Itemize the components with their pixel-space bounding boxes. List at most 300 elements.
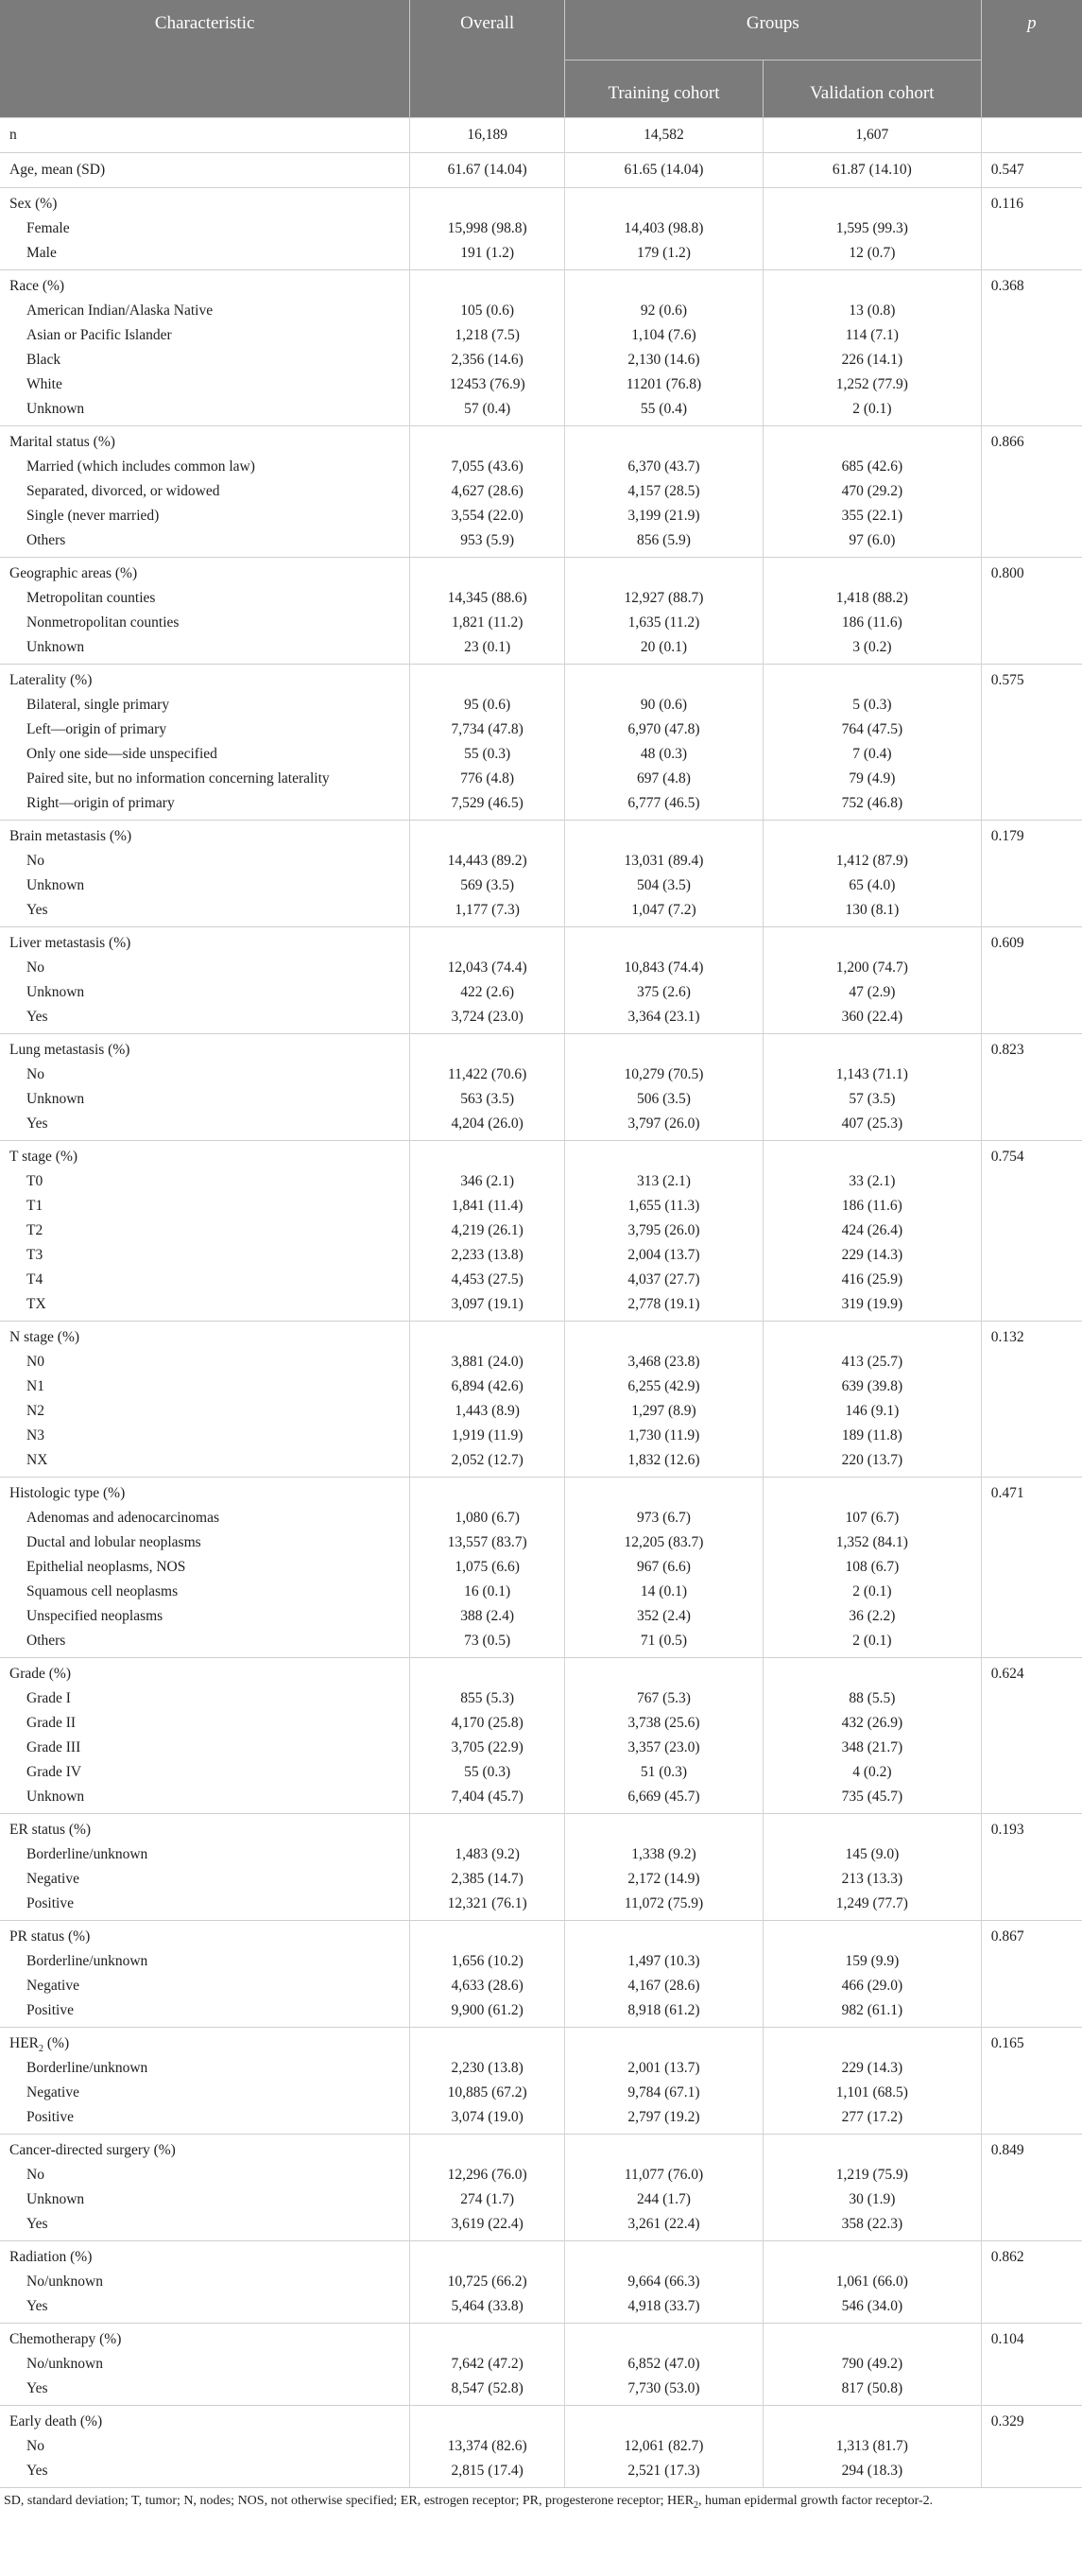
category-label: Unknown	[26, 401, 85, 417]
group-label: Laterality (%)	[9, 672, 93, 688]
validation-cell	[763, 188, 981, 270]
validation-value: 1,143 (71.1)	[835, 1066, 908, 1082]
p-value: 0.104	[990, 2331, 1024, 2347]
validation-cell	[763, 927, 981, 1034]
p-value-cell	[981, 1814, 1082, 1921]
group-label-cell	[0, 270, 410, 426]
blank-line	[565, 2327, 763, 2352]
blank-line	[764, 1145, 981, 1169]
validation-value: 189 (11.8)	[841, 1427, 902, 1444]
p-value-cell	[981, 2241, 1082, 2324]
validation-value: 1,061 (66.0)	[835, 2273, 908, 2290]
training-value: 6,669 (45.7)	[627, 1789, 700, 1805]
overall-value: 12453 (76.9)	[449, 376, 525, 392]
validation-cell	[763, 2135, 981, 2241]
category-label: Borderline/unknown	[26, 2060, 148, 2076]
p-value-cell	[981, 1322, 1082, 1478]
group-label-cell	[0, 821, 410, 927]
blank-line	[764, 1925, 981, 1949]
validation-cell	[763, 1034, 981, 1141]
overall-value: 8,547 (52.8)	[451, 2380, 524, 2396]
overall-value: 12,296 (76.0)	[447, 2167, 527, 2183]
table-group-row	[0, 2406, 1082, 2488]
training-value: 10,279 (70.5)	[624, 1066, 704, 1082]
table-group-row	[0, 2241, 1082, 2324]
table-footnote	[0, 2494, 1082, 2511]
overall-value: 73 (0.5)	[464, 1633, 511, 1649]
overall-value: 23 (0.1)	[464, 639, 511, 655]
training-value: 3,738 (25.6)	[627, 1715, 700, 1731]
p-value: 0.132	[990, 1329, 1024, 1345]
overall-value: 1,919 (11.9)	[451, 1427, 524, 1444]
validation-value: 355 (22.1)	[841, 508, 903, 524]
blank-line	[764, 2410, 981, 2434]
footnote-text: SD, standard deviation; T, tumor; N, nodes; NOS, not otherwise specified; ER, estrogen receptor; PR, progesterone receptor; $HER_2$, human epidermal growth factor receptor-2.	[4, 2494, 934, 2511]
group-label: Grade (%)	[9, 1666, 71, 1682]
training-value: 14,582	[644, 127, 684, 143]
training-value: 2,778 (19.1)	[627, 1296, 700, 1312]
training-cell	[564, 1322, 763, 1478]
group-label-cell	[0, 665, 410, 821]
blank-line	[764, 2327, 981, 2352]
validation-value: 130 (8.1)	[845, 902, 900, 918]
validation-cell	[763, 2028, 981, 2135]
blank-line	[565, 274, 763, 299]
validation-cell	[763, 2241, 981, 2324]
training-value: 9,784 (67.1)	[627, 2084, 700, 2101]
training-value: 6,777 (46.5)	[627, 795, 700, 811]
overall-value: 388 (2.4)	[460, 1608, 515, 1624]
p-value	[991, 120, 1082, 150]
validation-value: 220 (13.7)	[841, 1452, 903, 1468]
validation-cell	[763, 270, 981, 426]
overall-value: 1,483 (9.2)	[455, 1846, 520, 1862]
blank-line	[410, 430, 564, 455]
group-label-cell	[0, 1921, 410, 2028]
category-label: T0	[26, 1173, 43, 1189]
blank-line	[764, 1818, 981, 1842]
validation-value: 2 (0.1)	[852, 1633, 892, 1649]
category-label: Positive	[26, 2109, 74, 2125]
table-group-row	[0, 1322, 1082, 1478]
overall-value: 4,627 (28.6)	[451, 483, 524, 499]
group-label: PR status (%)	[9, 1928, 91, 1945]
validation-value: 3 (0.2)	[852, 639, 892, 655]
blank-line	[410, 2327, 564, 2352]
blank-line	[410, 2031, 564, 2056]
overall-value: 4,219 (26.1)	[451, 1222, 524, 1238]
training-value: 375 (2.6)	[637, 984, 691, 1000]
row-label-cell	[0, 118, 410, 153]
training-value: 2,004 (13.7)	[627, 1247, 700, 1263]
validation-value: 546 (34.0)	[841, 2298, 903, 2314]
validation-value: 79 (4.9)	[849, 770, 896, 787]
group-label: Race (%)	[9, 278, 65, 294]
validation-cell	[763, 153, 981, 188]
header-p-value: p	[981, 0, 1082, 118]
training-value: 12,205 (83.7)	[624, 1534, 704, 1550]
training-value: 1,104 (7.6)	[631, 327, 696, 343]
training-value: 352 (2.4)	[637, 1608, 691, 1624]
validation-value: 159 (9.9)	[845, 1953, 900, 1969]
training-value: 12,061 (82.7)	[624, 2438, 704, 2454]
validation-value: 13 (0.8)	[849, 303, 896, 319]
group-label: Histologic type (%)	[9, 1485, 126, 1501]
overall-value: 3,881 (24.0)	[451, 1354, 524, 1370]
blank-line	[764, 192, 981, 216]
blank-line	[410, 1038, 564, 1063]
training-value: 244 (1.7)	[637, 2191, 691, 2207]
overall-value: 16 (0.1)	[464, 1583, 511, 1599]
blank-line	[410, 668, 564, 693]
training-value: 313 (2.1)	[637, 1173, 691, 1189]
overall-cell	[410, 270, 565, 426]
category-label: No/unknown	[26, 2356, 103, 2372]
category-label: No	[26, 1066, 44, 1082]
training-value: 9,664 (66.3)	[627, 2273, 700, 2290]
validation-value: 764 (47.5)	[841, 721, 903, 737]
overall-value: 2,815 (17.4)	[451, 2463, 524, 2479]
blank-line	[565, 192, 763, 216]
training-value: 973 (6.7)	[637, 1510, 691, 1526]
blank-line	[565, 2245, 763, 2270]
training-value: 3,364 (23.1)	[627, 1009, 700, 1025]
overall-value: 855 (5.3)	[460, 1690, 515, 1706]
validation-value: 424 (26.4)	[841, 1222, 903, 1238]
table-group-row	[0, 665, 1082, 821]
training-cell	[564, 2241, 763, 2324]
overall-value: 422 (2.6)	[460, 984, 515, 1000]
table-group-row	[0, 2135, 1082, 2241]
category-label: N3	[26, 1427, 44, 1444]
table-group-row	[0, 1814, 1082, 1921]
training-value: 20 (0.1)	[640, 639, 687, 655]
validation-cell	[763, 821, 981, 927]
category-label: Unknown	[26, 639, 85, 655]
category-label: Unknown	[26, 984, 85, 1000]
p-value: 0.849	[990, 2142, 1024, 2158]
category-label: Female	[26, 220, 70, 236]
group-label: Sex (%)	[9, 196, 58, 212]
training-cell	[564, 426, 763, 558]
overall-value: 1,656 (10.2)	[451, 1953, 524, 1969]
validation-value: 1,313 (81.7)	[835, 2438, 908, 2454]
category-label: Unspecified neoplasms	[26, 1608, 163, 1624]
overall-cell	[410, 558, 565, 665]
group-label: Early death (%)	[9, 2413, 103, 2429]
category-label: Negative	[26, 1871, 79, 1887]
blank-line	[764, 2031, 981, 2056]
overall-cell	[410, 665, 565, 821]
category-label: T1	[26, 1198, 43, 1214]
overall-value: 2,233 (13.8)	[451, 1247, 524, 1263]
category-label: Right—origin of primary	[26, 795, 175, 811]
p-value-cell	[981, 153, 1082, 188]
blank-line	[764, 668, 981, 693]
p-value: 0.575	[990, 672, 1024, 688]
group-label: N stage (%)	[9, 1329, 80, 1345]
training-cell	[564, 2324, 763, 2406]
training-cell	[564, 1658, 763, 1814]
category-label: N0	[26, 1354, 44, 1370]
validation-value: 107 (6.7)	[845, 1510, 900, 1526]
overall-cell	[410, 1814, 565, 1921]
validation-value: 114 (7.1)	[845, 327, 899, 343]
table-group-row	[0, 1478, 1082, 1658]
category-label: Yes	[26, 2298, 48, 2314]
category-label: Paired site, but no information concerning laterality	[26, 770, 330, 787]
blank-line	[764, 1662, 981, 1686]
training-value: 14,403 (98.8)	[624, 220, 704, 236]
overall-value: 3,724 (23.0)	[451, 1009, 524, 1025]
training-value: 4,167 (28.6)	[627, 1978, 700, 1994]
overall-cell	[410, 821, 565, 927]
p-value-cell	[981, 270, 1082, 426]
row-label-cell	[0, 153, 410, 188]
validation-cell	[763, 1478, 981, 1658]
overall-value: 4,204 (26.0)	[451, 1115, 524, 1132]
p-value: 0.862	[990, 2249, 1024, 2265]
overall-value: 12,043 (74.4)	[447, 960, 527, 976]
overall-value: 55 (0.3)	[464, 1764, 511, 1780]
validation-value: 97 (6.0)	[849, 532, 896, 548]
p-value: 0.866	[990, 434, 1024, 450]
p-value: 0.116	[990, 196, 1024, 212]
overall-value: 3,554 (22.0)	[451, 508, 524, 524]
overall-value: 13,557 (83.7)	[447, 1534, 527, 1550]
p-value-cell	[981, 665, 1082, 821]
blank-line	[410, 1662, 564, 1686]
validation-cell	[763, 1322, 981, 1478]
group-label-cell	[0, 2135, 410, 2241]
validation-cell	[763, 558, 981, 665]
p-value-cell	[981, 188, 1082, 270]
validation-value: 1,412 (87.9)	[835, 853, 908, 869]
category-label: Negative	[26, 2084, 79, 2101]
blank-line	[410, 274, 564, 299]
training-value: 7,730 (53.0)	[627, 2380, 700, 2396]
overall-value: 12,321 (76.1)	[447, 1895, 527, 1911]
category-label: Yes	[26, 1009, 48, 1025]
training-value: 767 (5.3)	[637, 1690, 691, 1706]
overall-cell	[410, 2135, 565, 2241]
table-group-row	[0, 426, 1082, 558]
category-label: Grade III	[26, 1739, 81, 1755]
group-label: $HER_2$ (%)	[9, 2035, 70, 2055]
training-value: 3,795 (26.0)	[627, 1222, 700, 1238]
validation-value: 407 (25.3)	[841, 1115, 903, 1132]
group-label-cell	[0, 2324, 410, 2406]
p-value: 0.867	[990, 1928, 1024, 1945]
category-label: Unknown	[26, 1091, 85, 1107]
training-value: 967 (6.6)	[637, 1559, 691, 1575]
validation-value: 57 (3.5)	[849, 1091, 896, 1107]
overall-value: 4,453 (27.5)	[451, 1271, 524, 1288]
blank-line	[565, 1325, 763, 1350]
validation-value: 358 (22.3)	[841, 2216, 903, 2232]
training-value: 1,730 (11.9)	[627, 1427, 700, 1444]
overall-cell	[410, 188, 565, 270]
overall-value: 1,443 (8.9)	[455, 1403, 520, 1419]
overall-cell	[410, 1478, 565, 1658]
p-value-cell	[981, 1141, 1082, 1322]
training-value: 2,172 (14.9)	[627, 1871, 700, 1887]
blank-line	[764, 274, 981, 299]
category-label: No	[26, 2438, 44, 2454]
overall-cell	[410, 153, 565, 188]
training-cell	[564, 2406, 763, 2488]
category-label: Grade I	[26, 1690, 71, 1706]
category-label: TX	[26, 1296, 46, 1312]
blank-line	[565, 2031, 763, 2056]
overall-value: 13,374 (82.6)	[447, 2438, 527, 2454]
validation-value: 1,249 (77.7)	[835, 1895, 908, 1911]
overall-value: 4,170 (25.8)	[451, 1715, 524, 1731]
overall-value: 14,443 (89.2)	[447, 853, 527, 869]
overall-cell	[410, 927, 565, 1034]
training-value: 3,797 (26.0)	[627, 1115, 700, 1132]
category-label: Married (which includes common law)	[26, 458, 255, 475]
overall-value: 4,633 (28.6)	[451, 1978, 524, 1994]
category-label: No	[26, 853, 44, 869]
overall-value: 569 (3.5)	[460, 877, 515, 893]
training-value: 6,370 (43.7)	[627, 458, 700, 475]
category-label: Left—origin of primary	[26, 721, 167, 737]
training-value: 4,918 (33.7)	[627, 2298, 700, 2314]
header-validation-cohort: Validation cohort	[763, 61, 981, 118]
blank-line	[565, 1038, 763, 1063]
validation-value: 229 (14.3)	[841, 2060, 903, 2076]
category-label: Only one side—side unspecified	[26, 746, 217, 762]
group-label-cell	[0, 1478, 410, 1658]
category-label: Ductal and lobular neoplasms	[26, 1534, 201, 1550]
p-value-cell	[981, 2135, 1082, 2241]
validation-value: 416 (25.9)	[841, 1271, 903, 1288]
group-label: Lung metastasis (%)	[9, 1042, 130, 1058]
overall-value: 1,080 (6.7)	[455, 1510, 520, 1526]
blank-line	[565, 931, 763, 956]
blank-line	[565, 668, 763, 693]
validation-value: 108 (6.7)	[845, 1559, 900, 1575]
validation-value: 360 (22.4)	[841, 1009, 903, 1025]
category-label: Adenomas and adenocarcinomas	[26, 1510, 220, 1526]
category-label: N1	[26, 1378, 44, 1394]
training-value: 13,031 (89.4)	[624, 853, 704, 869]
p-value-cell	[981, 118, 1082, 153]
p-value: 0.329	[990, 2413, 1024, 2429]
overall-value: 61.67 (14.04)	[447, 162, 527, 178]
overall-cell	[410, 2028, 565, 2135]
table-group-row	[0, 270, 1082, 426]
training-value: 10,843 (74.4)	[624, 960, 704, 976]
training-value: 1,497 (10.3)	[627, 1953, 700, 1969]
training-value: 3,357 (23.0)	[627, 1739, 700, 1755]
validation-value: 2 (0.1)	[852, 1583, 892, 1599]
training-cell	[564, 1921, 763, 2028]
p-value: 0.823	[990, 1042, 1024, 1058]
validation-value: 4 (0.2)	[852, 1764, 892, 1780]
validation-value: 294 (18.3)	[841, 2463, 903, 2479]
training-value: 1,297 (8.9)	[631, 1403, 696, 1419]
training-cell	[564, 153, 763, 188]
training-value: 506 (3.5)	[637, 1091, 691, 1107]
training-value: 2,001 (13.7)	[627, 2060, 700, 2076]
training-value: 6,970 (47.8)	[627, 721, 700, 737]
overall-value: 2,385 (14.7)	[451, 1871, 524, 1887]
training-value: 6,255 (42.9)	[627, 1378, 700, 1394]
validation-value: 639 (39.8)	[841, 1378, 903, 1394]
p-value-cell	[981, 1921, 1082, 2028]
overall-value: 7,734 (47.8)	[451, 721, 524, 737]
training-cell	[564, 665, 763, 821]
row-label: n	[9, 127, 17, 143]
category-label: T2	[26, 1222, 43, 1238]
validation-value: 226 (14.1)	[841, 352, 903, 368]
category-label: Nonmetropolitan counties	[26, 614, 180, 631]
p-value-cell	[981, 1034, 1082, 1141]
p-value: 0.754	[990, 1149, 1024, 1165]
group-label: Brain metastasis (%)	[9, 828, 132, 844]
blank-line	[764, 1038, 981, 1063]
overall-cell	[410, 2406, 565, 2488]
blank-line	[565, 1481, 763, 1506]
training-value: 11201 (76.8)	[626, 376, 702, 392]
category-label: Yes	[26, 2463, 48, 2479]
overall-value: 1,841 (11.4)	[451, 1198, 524, 1214]
table-group-row	[0, 2028, 1082, 2135]
validation-value: 1,252 (77.9)	[835, 376, 908, 392]
blank-line	[565, 2410, 763, 2434]
group-label-cell	[0, 2241, 410, 2324]
training-value: 2,130 (14.6)	[627, 352, 700, 368]
p-value-cell	[981, 1658, 1082, 1814]
overall-cell	[410, 1658, 565, 1814]
category-label: T3	[26, 1247, 43, 1263]
overall-value: 3,705 (22.9)	[451, 1739, 524, 1755]
category-label: Others	[26, 532, 66, 548]
blank-line	[764, 562, 981, 586]
training-cell	[564, 1478, 763, 1658]
validation-value: 817 (50.8)	[841, 2380, 903, 2396]
category-label: Borderline/unknown	[26, 1846, 148, 1862]
blank-line	[764, 1325, 981, 1350]
overall-cell	[410, 118, 565, 153]
table-row	[0, 118, 1082, 153]
training-value: 3,199 (21.9)	[627, 508, 700, 524]
blank-line	[764, 430, 981, 455]
group-label-cell	[0, 188, 410, 270]
category-label: Positive	[26, 2002, 74, 2018]
category-label: N2	[26, 1403, 44, 1419]
validation-cell	[763, 426, 981, 558]
validation-value: 1,219 (75.9)	[835, 2167, 908, 2183]
header-training-cohort: Training cohort	[564, 61, 763, 118]
validation-value: 466 (29.0)	[841, 1978, 903, 1994]
validation-value: 277 (17.2)	[841, 2109, 903, 2125]
validation-cell	[763, 1658, 981, 1814]
validation-cell	[763, 2406, 981, 2488]
overall-value: 1,075 (6.6)	[455, 1559, 520, 1575]
header-overall: Overall	[410, 0, 565, 118]
category-label: Yes	[26, 2380, 48, 2396]
training-cell	[564, 118, 763, 153]
p-value: 0.547	[990, 162, 1024, 178]
category-label: No/unknown	[26, 2273, 103, 2290]
training-value: 697 (4.8)	[637, 770, 691, 787]
overall-value: 563 (3.5)	[460, 1091, 515, 1107]
category-label: NX	[26, 1452, 48, 1468]
overall-value: 2,052 (12.7)	[451, 1452, 524, 1468]
